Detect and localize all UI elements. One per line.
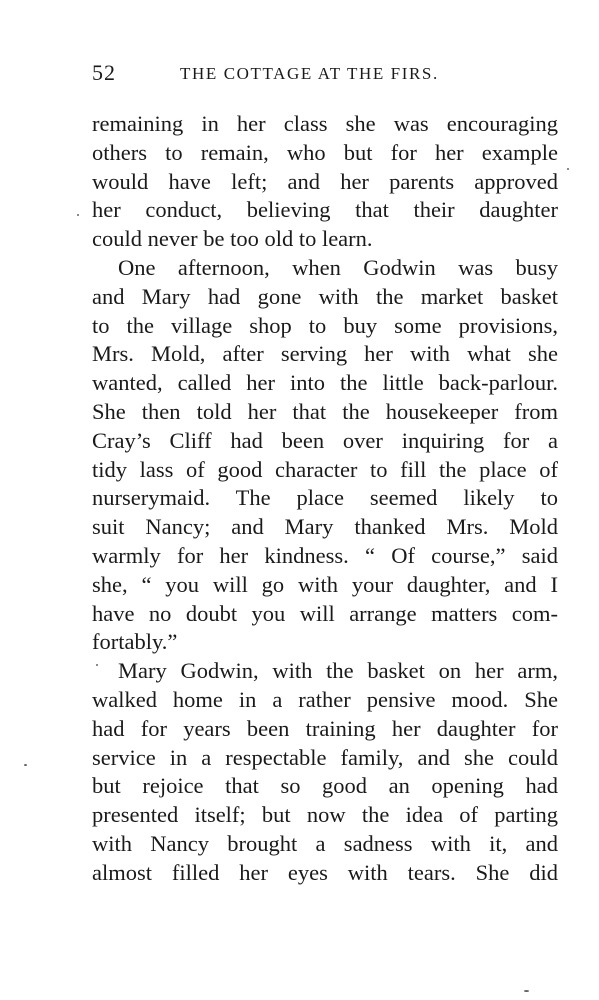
text-line: others to remain, who but for her example bbox=[92, 139, 558, 165]
text-line: with Nancy brought a sadness with it, and bbox=[92, 830, 558, 856]
text-line: fortably.” bbox=[92, 629, 178, 655]
text-line: she, “ you will go with your daughter, and I bbox=[92, 571, 558, 597]
page-number: 52 bbox=[92, 60, 116, 85]
text-line: Cray’s Cliff had been over inquiring for a bbox=[92, 427, 558, 453]
text-line: would have left; and her parents approved bbox=[92, 168, 558, 194]
text-line: her conduct, believing that their daughter bbox=[92, 197, 558, 223]
page-header bbox=[92, 60, 552, 90]
text-line: One afternoon, when Godwin was busy bbox=[118, 254, 558, 280]
text-line: and Mary had gone with the market basket bbox=[92, 283, 558, 309]
text-line: have no doubt you will arrange matters com- bbox=[92, 600, 558, 626]
text-line: had for years been training her daughter for bbox=[92, 715, 558, 741]
text-line: Mary Godwin, with the basket on her arm, bbox=[118, 658, 558, 684]
paper-speck bbox=[96, 664, 98, 666]
text-line: almost filled her eyes with tears. She did bbox=[92, 859, 558, 885]
text-line: nurserymaid. The place seemed likely to bbox=[92, 485, 558, 511]
text-line: could never be too old to learn. bbox=[92, 226, 373, 252]
text-line: service in a respectable family, and she could bbox=[92, 744, 558, 770]
paper-speck bbox=[524, 990, 529, 992]
text-line: warmly for her kindness. “ Of course,” said bbox=[92, 542, 558, 568]
text-line: walked home in a rather pensive mood. She bbox=[92, 686, 558, 712]
text-line: Mrs. Mold, after serving her with what she bbox=[92, 341, 558, 367]
text-line: She then told her that the housekeeper from bbox=[92, 398, 558, 424]
paper-speck bbox=[77, 214, 79, 216]
text-line: but rejoice that so good an opening had bbox=[92, 773, 558, 799]
text-line: remaining in her class she was encouraging bbox=[92, 111, 558, 136]
text-line: presented itself; but now the idea of parting bbox=[92, 802, 558, 828]
text-line: wanted, called her into the little back-parlour. bbox=[92, 370, 558, 396]
text-line: to the village shop to buy some provisions, bbox=[92, 312, 558, 338]
text-line: suit Nancy; and Mary thanked Mrs. Mold bbox=[92, 514, 558, 540]
text-line: tidy lass of good character to fill the place of bbox=[92, 456, 558, 482]
body-text bbox=[92, 110, 558, 888]
running-head: THE COTTAGE AT THE FIRS. bbox=[180, 64, 439, 83]
paper-speck bbox=[567, 168, 569, 170]
paper-speck bbox=[24, 764, 27, 766]
